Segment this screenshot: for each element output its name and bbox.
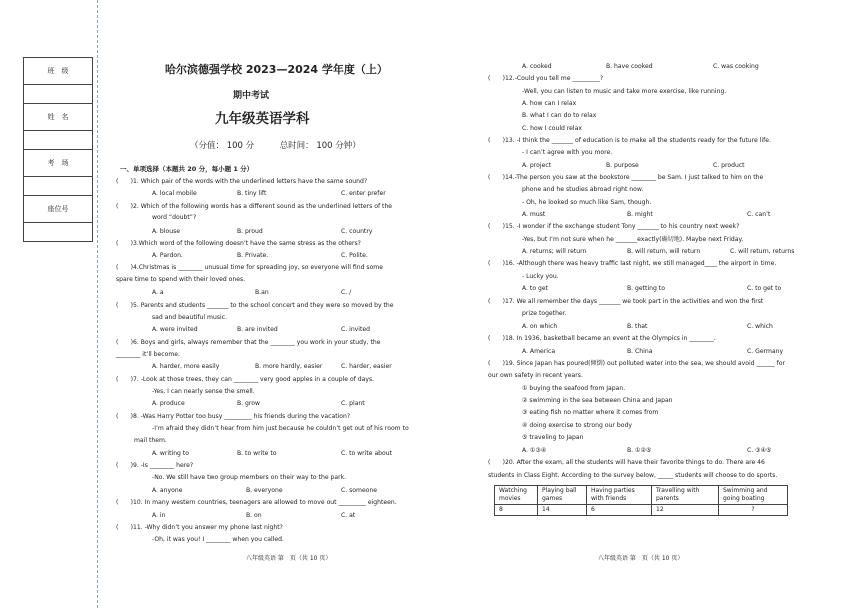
question-line: ( )5. Parents and students _______ to the school concert and they were so moved by the [116, 302, 394, 309]
survey-value-cell: 6 [587, 505, 652, 516]
question-line: A. anyone [152, 487, 183, 494]
question-line: -Well, you can listen to music and take more exercise, like running. [522, 88, 727, 95]
question-line: C. which [747, 323, 773, 330]
question-line: A. Pardon. [152, 252, 183, 259]
survey-header-row [495, 486, 788, 505]
question-line: A. ①③④ [522, 447, 547, 454]
question-line: C. ③④⑤ [747, 447, 772, 454]
question-line: B. grow [237, 400, 261, 407]
question-line: A. to get [522, 285, 548, 292]
question-line: A. were invited [152, 326, 198, 333]
question-line: C. harder, easier [341, 363, 392, 370]
question-line: A. America [522, 348, 556, 355]
question-line: word “doubt”? [152, 214, 197, 221]
question-line: mail them. [134, 437, 167, 444]
question-line: -Yes, but I’m not sure when he _______exactly(确切地). Maybe next Friday. [522, 236, 744, 243]
question-line: ( )2. Which of the following words has a different sound as the underlined letters of the [116, 203, 393, 210]
survey-value-cell: ? [719, 505, 788, 516]
subject-title: 九年级英语学科 [215, 111, 310, 127]
question-line: ( )8. -Was Harry Potter too busy _________ his friends during the vacation? [116, 413, 351, 420]
question-line: C. plant [341, 400, 365, 407]
question-line: C. to get to [747, 285, 782, 292]
question-line: B. will return, will return [627, 248, 701, 255]
question-line: ( )3.Which word of the following doesn’t have the same stress as the others? [116, 240, 361, 247]
question-line: C. will return, returns [730, 248, 795, 255]
question-line: -Oh, it was you! I ________ when you called. [152, 536, 284, 543]
question-line: - Oh, he looked so much like Sam, though. [522, 199, 652, 206]
school-title: 哈尔滨德强学校 2023—2024 学年度（上） [165, 63, 388, 76]
survey-header-cell: Watching movies [495, 486, 538, 505]
survey-table [494, 485, 788, 516]
question-line: A. how can I relax [522, 100, 577, 107]
survey-value-row [495, 505, 788, 516]
section-heading: 一、单项选择（本题共 20 分，每小题 1 分） [120, 165, 254, 173]
binding-line [97, 0, 98, 608]
question-line: phone and he studies abroad right now. [522, 186, 644, 193]
question-line: C. to write about [341, 450, 393, 457]
question-line: C. at [341, 512, 356, 519]
question-line: ( )16. -Although there was heavy traffic last night, we still managed____ the airport in time. [488, 260, 777, 267]
question-line: A. writing to [152, 450, 189, 457]
survey-header-cell: Swimming and going boating [719, 486, 788, 505]
question-line: - Lucky you. [522, 273, 559, 280]
question-line: B. what I can do to relax [522, 112, 597, 119]
question-line: B. getting to [627, 285, 665, 292]
question-line: -I’m afraid they didn’t hear from him just because he couldn’t get out of his room to [152, 425, 409, 432]
question-line: A. produce [152, 400, 185, 407]
question-line: B. ①②⑤ [627, 447, 652, 454]
question-line: A. local mobile [152, 190, 197, 197]
question-line: A. cooked [522, 63, 552, 70]
question-line: A. in [152, 512, 166, 519]
score-time-line: （分值： 100 分 总时间： 100 分钟） [190, 141, 361, 151]
question-line: ( )10. In many western countries, teenagers are allowed to move out _________ eighteen. [116, 499, 397, 506]
question-line: ② swimming in the sea between China and Japan [522, 397, 673, 404]
question-line: B. Private. [237, 252, 269, 259]
question-line: A. harder, more easily [152, 363, 220, 370]
question-line: A. on which [522, 323, 558, 330]
question-line: ( )12.-Could you tell me _________? [488, 75, 604, 82]
exam-title: 期中考试 [233, 91, 270, 101]
question-line: B. more hardly, easier [255, 363, 323, 370]
question-line: students in Class Eight. According to the survey below, _____ students will choose to do sports. [488, 472, 778, 479]
survey-header-cell: Travelling with parents [652, 486, 719, 505]
question-line: C. was cooking [713, 63, 759, 70]
question-line: ( )7. -Look at those trees, they can ________ very good apples in a couple of days. [116, 376, 375, 383]
question-line: B. might [627, 211, 653, 218]
question-line: ( )4.Christmas is ________ unusual time for spreading joy, so everyone will find some [116, 264, 383, 271]
question-line: ① buying the seafood from Japan. [522, 385, 626, 392]
question-line: ________ it’ll become. [116, 351, 180, 358]
question-line: A. must [522, 211, 546, 218]
question-line: B. on [246, 512, 262, 519]
question-line: B. tiny lift [237, 190, 267, 197]
seat-number-label: 座位号 [24, 196, 93, 223]
question-line: ( )13. -I think the _______ of education is to make all the students ready for the future life. [488, 137, 771, 144]
class-label: 班 级 [24, 58, 93, 85]
question-line: B. are invited [237, 326, 278, 333]
question-line: B. China [627, 348, 653, 355]
question-line: ⑤ traveling to Japan [522, 434, 584, 441]
question-line: ( )14.-The person you saw at the bookstore ________ be Sam. I just talked to him on the [488, 174, 764, 181]
question-line: C. enter prefer [341, 190, 386, 197]
question-line: prize together. [522, 310, 567, 317]
survey-value-cell: 12 [652, 505, 719, 516]
question-line: B. proud [237, 228, 263, 235]
question-line: ( )1. Which pair of the words with the underlined letters have the same sound? [116, 178, 368, 185]
question-line: -Yes, I can nearly sense the smell. [152, 388, 255, 395]
question-line: ( )19. Since Japan has poured(倾倒) out polluted water into the sea, we should avoid ______ for [488, 360, 786, 367]
question-line: spare time to spend with their loved ones. [116, 276, 246, 283]
question-line: sad and beautiful music. [152, 314, 228, 321]
question-line: A. returns; will return [522, 248, 587, 255]
question-line: C. how I could relax [522, 125, 582, 132]
name-label: 姓 名 [24, 104, 93, 131]
question-line: C. someone [341, 487, 378, 494]
question-line: A. a [152, 289, 164, 296]
survey-value-cell: 14 [538, 505, 587, 516]
question-line: C. Germany [747, 348, 784, 355]
question-line: ( )11. -Why didn’t you answer my phone last night? [116, 524, 283, 531]
question-line: B. to write to [237, 450, 277, 457]
question-line: ④ doing exercise to strong our body [522, 422, 632, 429]
question-line: C. invited [341, 326, 370, 333]
survey-header-cell: Having parties with friends [587, 486, 652, 505]
right-page-footer: 八年级英语 第 页（共 10 页） [598, 555, 684, 562]
survey-value-cell: 8 [495, 505, 538, 516]
question-line: ( )17. We all remember the days _______ we took part in the activities and won the first [488, 298, 764, 305]
question-line: ( )20. After the exam, all the students will have their favorite things to do. There are 46 [488, 459, 765, 466]
question-line: C. country [341, 228, 373, 235]
question-line: B. that [627, 323, 648, 330]
question-line: A. project [522, 162, 552, 169]
question-line: B. have cooked [606, 63, 653, 70]
question-line: C. / [341, 289, 352, 296]
exam-room-label: 考 场 [24, 150, 93, 177]
question-line: ( )15. -I wonder if the exchange student Tony _______ to his country next week? [488, 223, 740, 230]
question-line: - I can’t agree with you more. [522, 149, 613, 156]
question-line: C. product [713, 162, 745, 169]
question-line: A. blouse [152, 228, 181, 235]
question-line: C. can’t [747, 211, 771, 218]
survey-header-cell: Playing ball games [538, 486, 587, 505]
question-line: B.an [255, 289, 269, 296]
question-line: ③ eating fish no matter where it comes from [522, 409, 659, 416]
question-line: our own safety in recent years. [488, 372, 583, 379]
question-line: ( )6. Boys and girls, always remember that the ________ you work in your study, the [116, 339, 381, 346]
question-line: -No. We still have two group members on their way to the park. [152, 474, 347, 481]
question-line: C. Polite. [341, 252, 368, 259]
question-line: ( )18. In 1936, basketball became an event at the Olympics in ________. [488, 335, 716, 342]
question-line: B. purpose [606, 162, 639, 169]
left-page-footer: 八年级英语 第 页（共 10 页） [246, 555, 332, 562]
question-line: ( )9. -Is ________ here? [116, 462, 194, 469]
question-line: B. everyone [246, 487, 283, 494]
student-info-table [23, 57, 93, 242]
